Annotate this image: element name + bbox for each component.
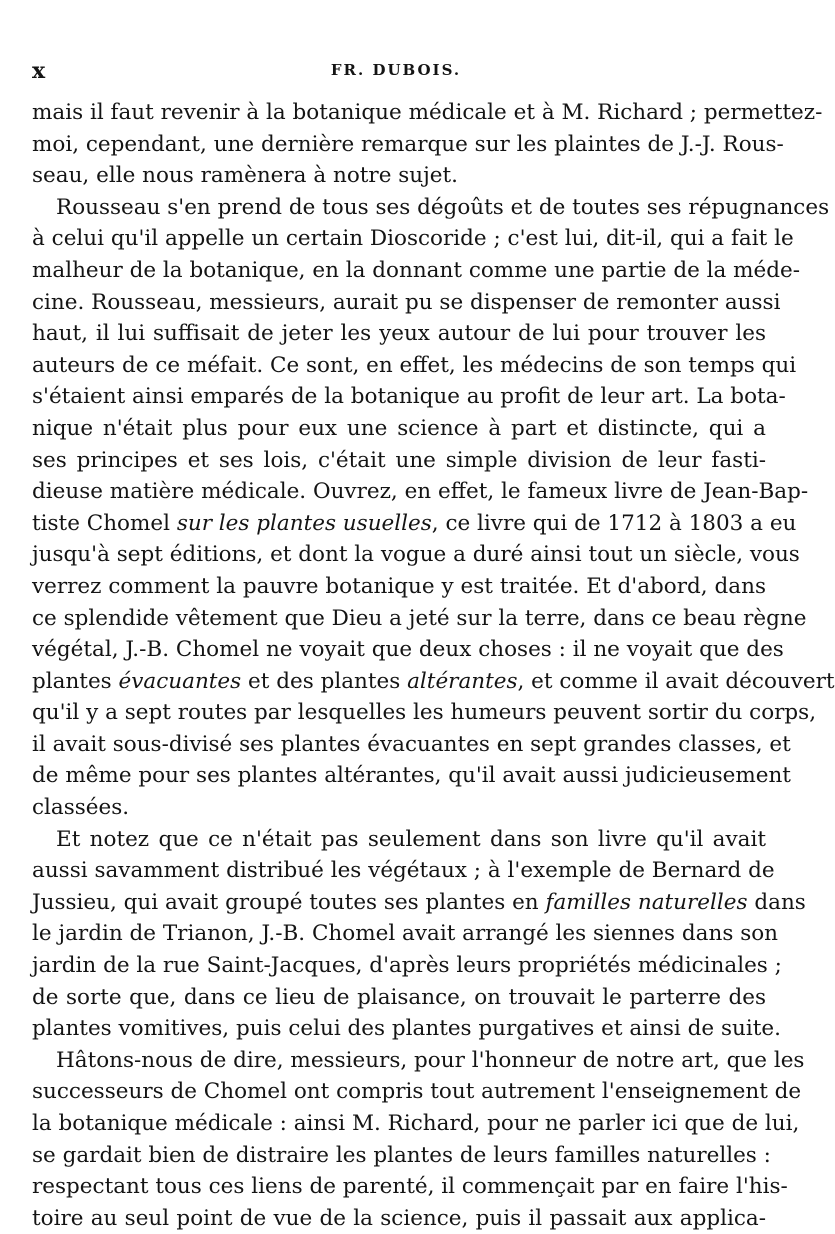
text-line: nique n'était plus pour eux une science à part et distincte, qui a bbox=[32, 415, 766, 441]
text-line: la botanique médicale : ainsi M. Richard, pour ne parler ici que de lui, bbox=[32, 1111, 800, 1136]
text-line: qu'il y a sept routes par lesquelles les humeurs peuvent sortir du corps, bbox=[32, 700, 817, 726]
text-line: moi, cependant, une dernière remarque sur les plaintes de J.-J. Rous- bbox=[32, 131, 784, 157]
text-line: cine. Rousseau, messieurs, aurait pu se dispenser de remonter aussi bbox=[32, 289, 781, 315]
text-line: jardin de la rue Saint-Jacques, d'après leurs propriétés médicinales ; bbox=[32, 953, 782, 979]
text-line: aussi savamment distribué les végétaux ; à l'exemple de Bernard de bbox=[32, 858, 775, 884]
text-line: de même pour ses plantes altérantes, qu'il avait aussi judicieusement bbox=[32, 763, 791, 789]
page-number: x bbox=[32, 58, 47, 84]
text-line: Et notez que ce n'était pas seulement dans son livre qu'il avait bbox=[56, 826, 766, 852]
text-line: dieuse matière médicale. Ouvrez, en effet, le fameux livre de Jean-Bap- bbox=[32, 479, 809, 505]
text-line: toire au seul point de vue de la science, puis il passait aux applica- bbox=[32, 1205, 766, 1231]
text-line: auteurs de ce méfait. Ce sont, en effet, les médecins de son temps qui bbox=[32, 352, 797, 378]
body-text bbox=[32, 97, 835, 1234]
page-header bbox=[32, 58, 760, 88]
text-line: il avait sous-divisé ses plantes évacuantes en sept grandes classes, et bbox=[32, 731, 791, 757]
text-line: classées. bbox=[32, 795, 130, 821]
running-head: FR. DUBOIS. bbox=[330, 61, 462, 79]
text-line: ses principes et ses lois, c'était une simple division de leur fasti- bbox=[32, 447, 766, 473]
text-line: mais il faut revenir à la botanique médicale et à M. Richard ; permettez- bbox=[32, 100, 823, 125]
text-line: se gardait bien de distraire les plantes de leurs familles naturelles : bbox=[32, 1142, 771, 1168]
text-line: malheur de la botanique, en la donnant comme une partie de la méde- bbox=[32, 257, 801, 283]
text-line: haut, il lui suffisait de jeter les yeux autour de lui pour trouver les bbox=[32, 321, 766, 347]
text-line: respectant tous ces liens de parenté, il commençait par en faire l'his- bbox=[32, 1174, 788, 1200]
text-line: s'étaient ainsi emparés de la botanique au profit de leur art. La bota- bbox=[32, 384, 786, 410]
text-line: plantes évacuantes et des plantes altérantes, et comme il avait découvert bbox=[32, 668, 835, 694]
text-line: tiste Chomel sur les plantes usuelles, ce livre qui de 1712 à 1803 a eu bbox=[32, 510, 797, 536]
text-line: Hâtons-nous de dire, messieurs, pour l'honneur de notre art, que les bbox=[56, 1047, 805, 1073]
text-line: de sorte que, dans ce lieu de plaisance, on trouvait le parterre des bbox=[32, 984, 766, 1010]
text-line: plantes vomitives, puis celui des plantes purgatives et ainsi de suite. bbox=[32, 1016, 781, 1042]
text-line: successeurs de Chomel ont compris tout autrement l'enseignement de bbox=[32, 1079, 802, 1105]
text-line: seau, elle nous ramènera à notre sujet. bbox=[32, 163, 459, 189]
text-line: jusqu'à sept éditions, et dont la vogue a duré ainsi tout un siècle, vous bbox=[32, 542, 800, 568]
text-line: Rousseau s'en prend de tous ses dégoûts et de toutes ses répugnances bbox=[56, 194, 830, 220]
text-line: à celui qu'il appelle un certain Dioscoride ; c'est lui, dit-il, qui a fait le bbox=[32, 226, 794, 252]
text-line: verrez comment la pauvre botanique y est traitée. Et d'abord, dans bbox=[32, 573, 766, 599]
text-line: Jussieu, qui avait groupé toutes ses plantes en familles naturelles dans bbox=[32, 889, 806, 915]
text-line: végétal, J.-B. Chomel ne voyait que deux choses : il ne voyait que des bbox=[32, 637, 784, 663]
text-line: le jardin de Trianon, J.-B. Chomel avait arrangé les siennes dans son bbox=[32, 921, 779, 947]
text-line: ce splendide vêtement que Dieu a jeté sur la terre, dans ce beau règne bbox=[32, 605, 807, 631]
